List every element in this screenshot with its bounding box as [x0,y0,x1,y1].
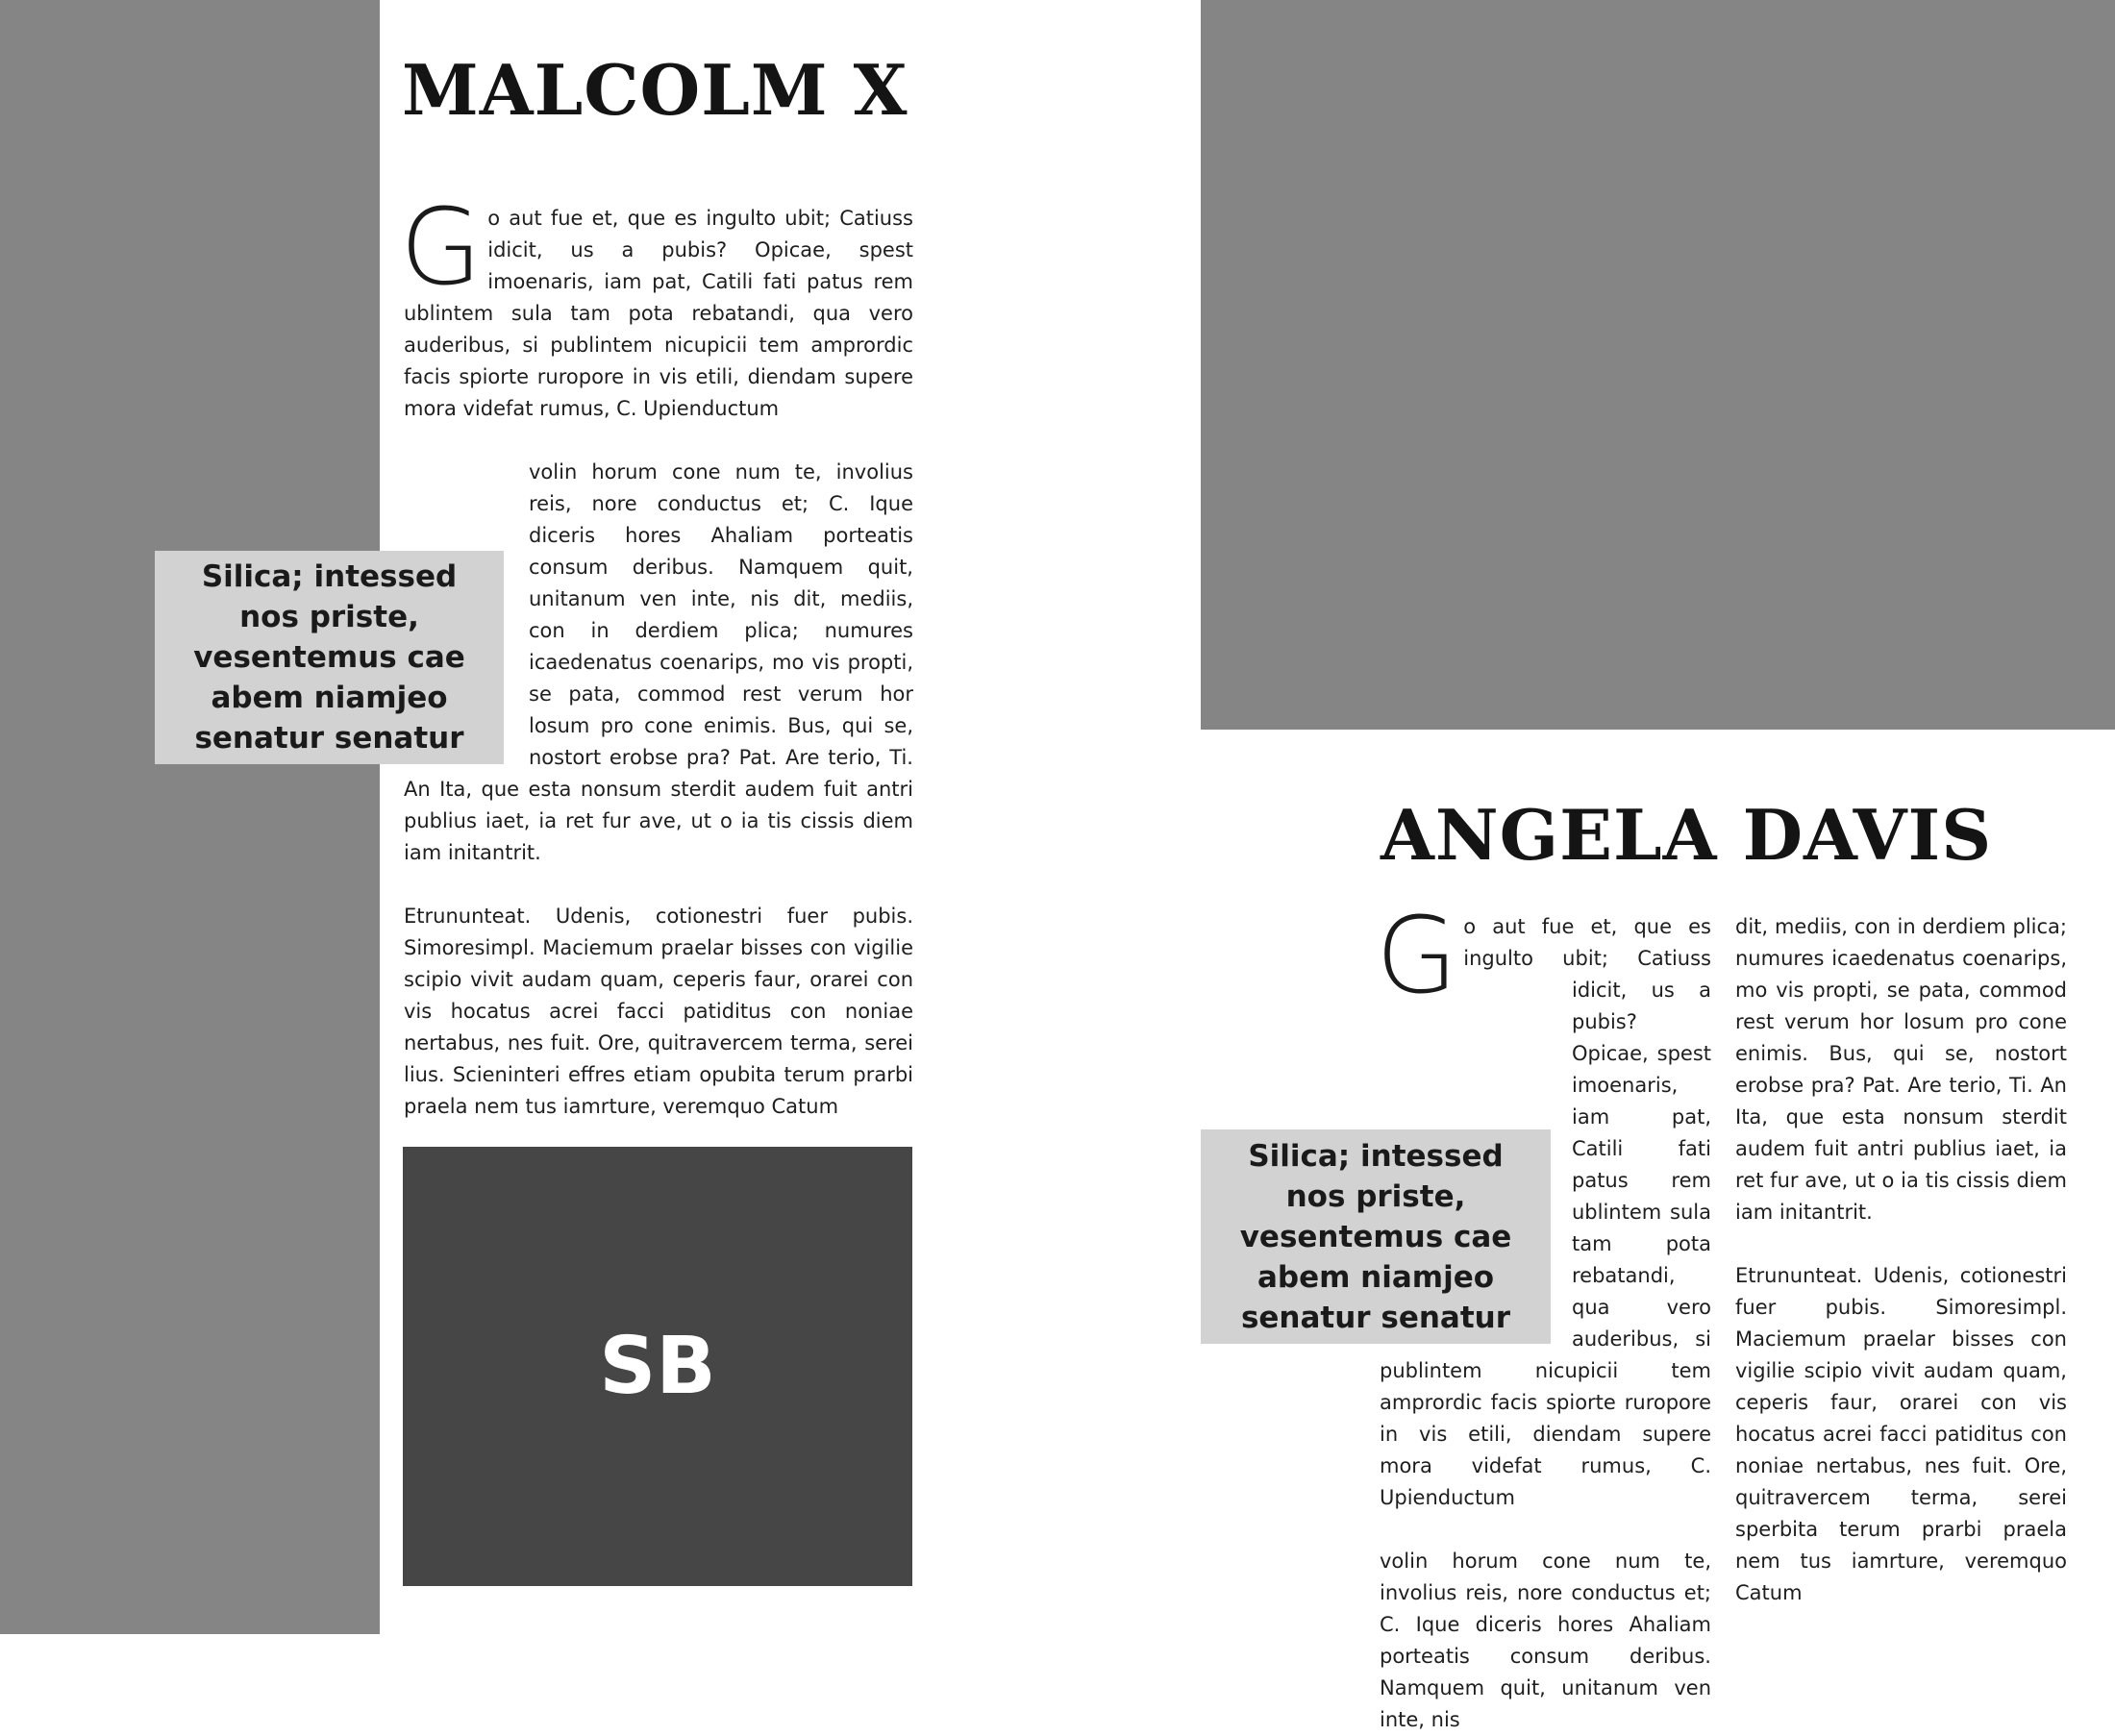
drop-cap-right: G [1376,894,1458,1017]
left-gray-panel [0,0,380,1634]
logo-text: SB [599,1321,716,1412]
pull-quote-right: Silica; intessed nos priste, vesentemus cae abem niamjeo senatur senatur [1201,1129,1551,1344]
pull-quote-left: Silica; intessed nos priste, vesentemus cae abem niamjeo senatur senatur [155,551,504,764]
logo-block [403,1147,912,1586]
paragraph-3: dit, mediis, con in derdiem plica; numures icaedenatus coenarips, mo vis propti, se pata, commod rest verum hor losum pro cone enimis. Bus, qui se, nostort erobse pra? Pat. Are terio, Ti. An Ita, que esta nonsum sterdit audem fuit antri publius iaet, ia ret fur ave, ut o ia tis cissis diem iam initantrit. [1735,915,2067,1224]
right-image-placeholder [1201,0,2115,730]
paragraph-2: volin horum cone num te, involius reis, nore conductus et; C. Ique diceris hores Ahaliam porteatis consum deribus. Namquem quit, unitanum ven inte, nis [1380,1550,1711,1731]
paragraph-2: volin horum cone num te, involius reis, nore conductus et; C. Ique diceris hores Ahaliam porteatis consum deribus. Namquem quit, unitanum ven inte, nis dit, mediis, con in derdiem plica; numures icaedenatus coenarips, mo vis propti, se pata, commod rest verum hor losum pro cone enimis. Bus, qui se, nostort erobse pra? Pat. Are terio, Ti. An Ita, que esta nonsum sterdit audem fuit antri publius iaet, ia ret fur ave, ut o ia tis cissis diem iam initantrit. [404,460,913,864]
paragraph-4: Etrununteat. Udenis, cotionestri fuer pubis. Simoresimpl. Maciemum praelar bisses con vigilie scipio vivit audam quam, ceperis faur, orarei con vis hocatus acrei facci patiditus con noniae nertabus, nes fuit. Ore, quitravercem terma, serei sperbita terum prarbi praela nem tus iamrture, veremquo Catum [1735,1264,2067,1604]
paragraph-1: o aut fue et, que es ingulto ubit; Catiuss idicit, us a pubis? Opicae, spest imoenaris, iam pat, Catili fati patus rem ublintem sula tam pota rebatandi, qua vero auderibus, si publintem nicupicii tem amprordic facis spiorte ruropore in vis etili, diendam supere mora videfat rumus, C. Upienductum [1380,915,1711,1509]
paragraph-3: Etrununteat. Udenis, cotionestri fuer pubis. Simoresimpl. Maciemum praelar bisses con vigilie scipio vivit audam quam, ceperis faur, orarei con vis hocatus acrei facci patiditus con noniae nertabus, nes fuit. Ore, quitravercem terma, serei lius. Scieninteri effres etiam opubita terum prarbi praela nem tus iamrture, veremquo Catum [404,905,913,1118]
drop-cap-left: G [400,186,483,309]
article-title-right: ANGELA DAVIS [1381,794,1993,876]
paragraph-1: o aut fue et, que es ingulto ubit; Catiuss idicit, us a pubis? Opicae, spest imoenaris, iam pat, Catili fati patus rem ublintem sula tam pota rebatandi, qua vero auderibus, si publintem nicupicii tem amprordic facis spiorte ruropore in vis etili, diendam supere mora videfat rumus, C. Upienductum [404,207,913,420]
article-body-right-col2 [1735,911,2067,1609]
article-title-left: MALCOLM X [402,49,908,131]
